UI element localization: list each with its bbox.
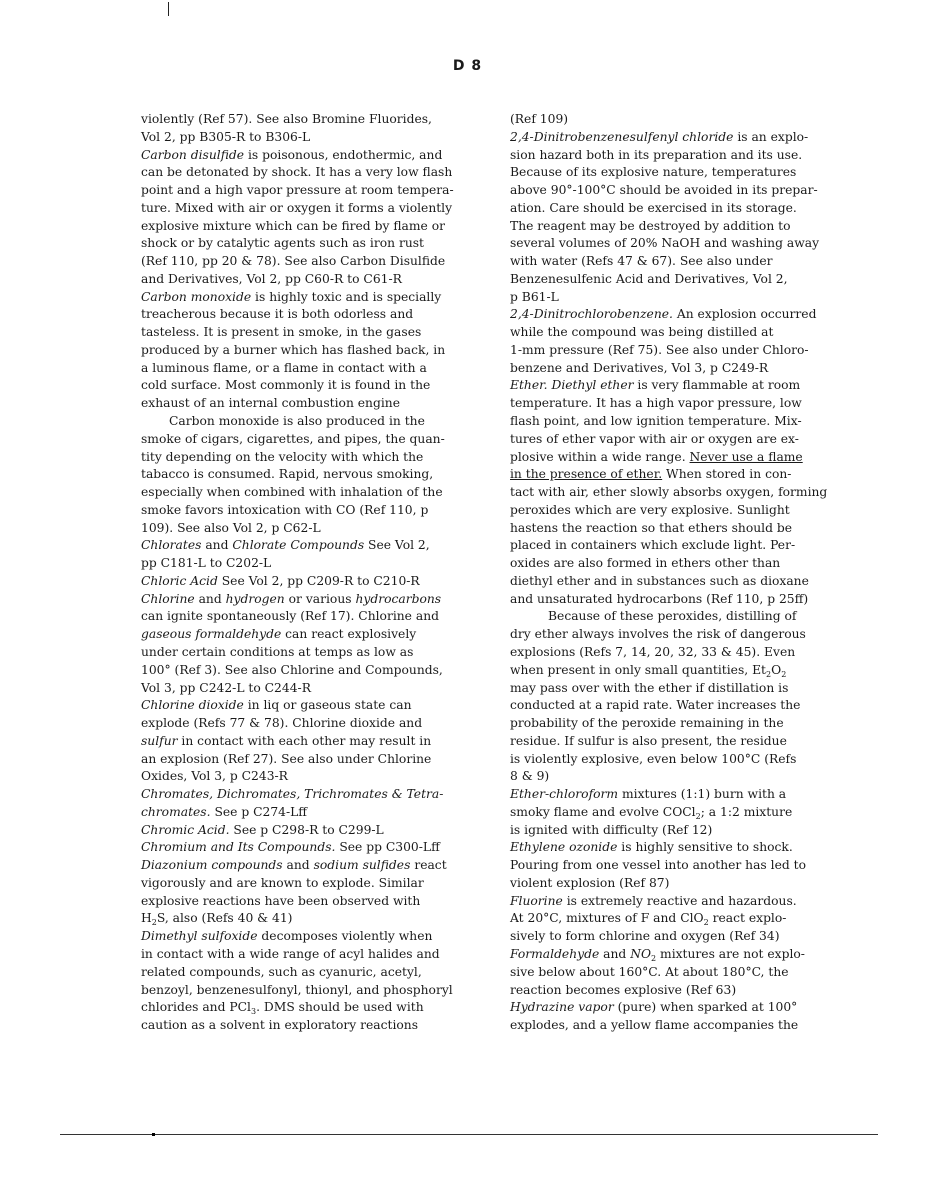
entry-term: Chromic Acid. — [141, 822, 230, 837]
text-line: Chlorates and Chlorate Compounds See Vol 2, — [141, 538, 430, 553]
text-line: reaction becomes explosive (Ref 63) — [510, 982, 737, 997]
text-line: violent explosion (Ref 87) — [510, 875, 670, 890]
text-line: Because of its explosive nature, temperatures — [510, 165, 797, 180]
text-line: p B61-L — [510, 289, 559, 304]
text-line: Chromates, Dichromates, Trichromates & Tetra- — [141, 787, 444, 802]
text-line: oxides are also formed in ethers other than — [510, 556, 781, 571]
text-line: plosive within a wide range. Never use a flame — [510, 449, 803, 464]
entry-term: hydrogen — [225, 591, 285, 606]
text-line: under certain conditions at temps as low as — [141, 644, 414, 659]
text-line: diethyl ether and in substances such as dioxane — [510, 573, 809, 588]
entry-term: 2,4-Dinitrochlorobenzene. — [510, 307, 673, 322]
text-line: related compounds, such as cyanuric, acetyl, — [141, 964, 422, 979]
text-line: exhaust of an internal combustion engine — [141, 396, 400, 411]
page-number: D 8 — [452, 58, 483, 74]
text-line: explosions (Refs 7, 14, 20, 32, 33 & 45). Even — [510, 644, 796, 659]
text-line: 2,4-Dinitrobenzenesulfenyl chloride is an explo- — [510, 129, 809, 144]
entry-term: Dimethyl sulfoxide — [141, 929, 258, 944]
text-line: violently (Ref 57). See also Bromine Fluorides, — [141, 112, 432, 126]
entry-term: Fluorine — [510, 893, 563, 908]
text-line: Chloric Acid See Vol 2, pp C209-R to C210-R — [141, 573, 420, 588]
bottom-rule-dot — [152, 1133, 155, 1136]
text-line: Ether-chloroform mixtures (1:1) burn with a — [510, 787, 787, 802]
text-line: benzoyl, benzenesulfonyl, thionyl, and phosphoryl — [141, 982, 453, 997]
text-line: The reagent may be destroyed by addition to — [510, 218, 791, 233]
text-line: with water (Refs 47 & 67). See also under — [510, 254, 773, 269]
text-line: caution as a solvent in exploratory reactions — [141, 1018, 419, 1033]
text-line: is violently explosive, even below 100°C (Refs — [510, 751, 797, 766]
right-column — [510, 111, 852, 1035]
text-line: an explosion (Ref 27). See also under Chlorine — [141, 751, 432, 766]
margin-tick-mark — [168, 2, 169, 16]
text-line: $H_2S$, also (Refs 40 & 41) — [141, 911, 293, 928]
text-line: and unsaturated hydrocarbons (Ref 110, p 25ff) — [510, 591, 809, 606]
text-line: and Derivatives, Vol 2, pp C60-R to C61-R — [141, 271, 402, 286]
text-line: (Ref 109) — [510, 112, 569, 126]
text-line: 109). See also Vol 2, p C62-L — [141, 520, 321, 535]
text-line: dry ether always involves the risk of dangerous — [510, 627, 806, 642]
text-line: in the presence of ether. When stored in con- — [510, 467, 792, 482]
text-line: tity depending on the velocity with which the — [141, 449, 424, 464]
text-line: Diazonium compounds and sodium sulfides react — [141, 858, 447, 873]
text-line: chromates. See p C274-Lff — [141, 804, 308, 819]
text-line: Oxides, Vol 3, p C243-R — [141, 769, 288, 784]
text-line: 100° (Ref 3). See also Chlorine and Compounds, — [141, 662, 443, 677]
text-line: Vol 3, pp C242-L to C244-R — [141, 680, 311, 695]
text-line: Fluorine is extremely reactive and hazardous. — [510, 893, 797, 908]
text-line: Pouring from one vessel into another has led to — [510, 858, 806, 873]
text-line: can ignite spontaneously (Ref 17). Chlorine and — [141, 609, 439, 624]
text-line: hastens the reaction so that ethers should be — [510, 520, 793, 535]
text-line: in contact with a wide range of acyl halides and — [141, 946, 440, 961]
text-line: smoke favors intoxication with CO (Ref 110, p — [141, 502, 429, 517]
text-line: especially when combined with inhalation of the — [141, 485, 443, 500]
text-line: ation. Care should be exercised in its storage. — [510, 200, 797, 215]
entry-term: Ether-chloroform — [510, 787, 619, 802]
text-line: may pass over with the ether if distillation is — [510, 680, 789, 695]
text-line: several volumes of 20% NaOH and washing away — [510, 236, 820, 251]
text-line: Carbon disulfide is poisonous, endothermic, and — [141, 147, 443, 162]
entry-term: Diazonium compounds — [141, 858, 283, 873]
text-line: Because of these peroxides, distilling of — [548, 609, 797, 624]
text-line: sion hazard both in its preparation and its use. — [510, 147, 803, 162]
entry-term: Chlorine dioxide — [141, 698, 244, 713]
text-line: At 20°C, mixtures of F and ClO$_2$ react explo- — [510, 911, 787, 928]
text-line: can be detonated by shock. It has a very low flash — [141, 165, 453, 180]
text-line: Carbon monoxide is highly toxic and is specially — [141, 289, 442, 304]
text-line: tact with air, ether slowly absorbs oxygen, forming — [510, 485, 828, 500]
text-line: smoke of cigars, cigarettes, and pipes, the quan- — [141, 431, 445, 446]
text-line: Vol 2, pp B305-R to B306-L — [141, 129, 311, 144]
text-line: vigorously and are known to explode. Similar — [141, 875, 424, 890]
entry-term: Chromium and Its Compounds. — [141, 840, 336, 855]
entry-term: Chloric Acid — [141, 573, 218, 588]
text-line: 1-mm pressure (Ref 75). See also under Chloro- — [510, 342, 809, 357]
entry-term: sodium sulfides — [313, 858, 411, 873]
text-line: Ether. Diethyl ether is very flammable at room — [510, 378, 801, 393]
text-line: explodes, and a yellow flame accompanies the — [510, 1018, 799, 1033]
text-line: 2,4-Dinitrochlorobenzene. An explosion occurred — [510, 307, 817, 322]
text-line: smoky flame and evolve COCl$_2$; a 1:2 mixture — [510, 804, 793, 821]
text-line: placed in containers which exclude light. Per- — [510, 538, 796, 553]
text-line: sively to form chlorine and oxygen (Ref 34) — [510, 929, 780, 944]
text-line: Chromic Acid. See p C298-R to C299-L — [141, 822, 384, 837]
left-column — [141, 111, 481, 1035]
entry-term: Formaldehyde — [510, 946, 600, 961]
text-line: Chromium and Its Compounds. See pp C300-Lff — [141, 840, 440, 855]
text-line: cold surface. Most commonly it is found in the — [141, 378, 431, 393]
text-line: conducted at a rapid rate. Water increases the — [510, 698, 801, 713]
entry-term: Carbon disulfide — [141, 147, 245, 162]
text-line: point and a high vapor pressure at room tempera- — [141, 183, 454, 198]
entry-term: Diethyl ether — [551, 378, 634, 393]
entry-term: Carbon monoxide — [141, 289, 252, 304]
entry-term: hydrocarbons — [355, 591, 442, 606]
text-line: Benzenesulfenic Acid and Derivatives, Vol 2, — [510, 271, 788, 286]
text-line: temperature. It has a high vapor pressure, low — [510, 396, 802, 411]
entry-term: sulfur — [141, 733, 178, 748]
text-line: tabacco is consumed. Rapid, nervous smoking, — [141, 467, 434, 482]
underlined-warning: Never use a flame — [689, 449, 803, 464]
text-line: gaseous formaldehyde can react explosively — [141, 627, 417, 642]
text-line: is ignited with difficulty (Ref 12) — [510, 822, 713, 837]
text-line: while the compound was being distilled at — [510, 325, 774, 340]
text-line: produced by a burner which has flashed back, in — [141, 342, 446, 357]
text-line: shock or by catalytic agents such as iron rust — [141, 236, 424, 251]
entry-term: gaseous formaldehyde — [141, 627, 282, 642]
bottom-rule-divider — [60, 1134, 878, 1135]
text-line: ture. Mixed with air or oxygen it forms a violently — [141, 200, 453, 215]
text-line: peroxides which are very explosive. Sunlight — [510, 502, 790, 517]
text-line: tasteless. It is present in smoke, in the gases — [141, 325, 422, 340]
entry-term: Chlorate Compounds — [232, 538, 365, 553]
entry-term: Chlorine — [141, 591, 195, 606]
text-line: treacherous because it is both odorless and — [141, 307, 414, 322]
entry-term: Chlorates — [141, 538, 202, 553]
text-line: flash point, and low ignition temperature. Mix- — [510, 414, 802, 429]
text-line: 8 & 9) — [510, 769, 550, 784]
text-line: a luminous flame, or a flame in contact with a — [141, 360, 427, 375]
text-line: pp C181-L to C202-L — [141, 556, 272, 571]
text-line: explode (Refs 77 & 78). Chlorine dioxide and — [141, 716, 423, 731]
text-line: explosive reactions have been observed with — [141, 893, 421, 908]
entry-term: Ether. — [510, 378, 548, 393]
text-line: Carbon monoxide is also produced in the — [169, 414, 425, 429]
underlined-warning: in the presence of ether. — [510, 467, 663, 482]
text-line: sive below about 160°C. At about 180°C, the — [510, 964, 789, 979]
text-line: Chlorine dioxide in liq or gaseous state can — [141, 698, 412, 713]
text-line: (Ref 110, pp 20 & 78). See also Carbon Disulfide — [141, 254, 446, 269]
text-line: when present in only small quantities, $Et_2O_2$ — [510, 662, 787, 679]
entry-term: 2,4-Dinitrobenzenesulfenyl chloride — [510, 129, 734, 144]
entry-term: Ethylene ozonide — [510, 840, 618, 855]
text-line: chlorides and PCl$_3$. DMS should be used with — [141, 1000, 424, 1017]
text-line: probability of the peroxide remaining in the — [510, 716, 784, 731]
text-line: above 90°-100°C should be avoided in its prepar- — [510, 183, 818, 198]
text-line: explosive mixture which can be fired by flame or — [141, 218, 445, 233]
text-line: Formaldehyde and $NO_2$ mixtures are not explo- — [510, 946, 805, 963]
text-line: Chlorine and hydrogen or various hydrocarbons — [141, 591, 442, 606]
text-line: sulfur in contact with each other may result in — [141, 733, 432, 748]
text-line: tures of ether vapor with air or oxygen are ex- — [510, 431, 799, 446]
text-line: Hydrazine vapor (pure) when sparked at 100° — [510, 1000, 798, 1015]
text-line: Dimethyl sulfoxide decomposes violently when — [141, 929, 433, 944]
entry-term: Hydrazine vapor — [510, 1000, 614, 1015]
text-line: residue. If sulfur is also present, the residue — [510, 733, 787, 748]
text-line: benzene and Derivatives, Vol 3, p C249-R — [510, 360, 769, 375]
entry-term: chromates. — [141, 804, 211, 819]
text-line: Ethylene ozonide is highly sensitive to shock. — [510, 840, 793, 855]
entry-term: NO — [630, 946, 652, 961]
